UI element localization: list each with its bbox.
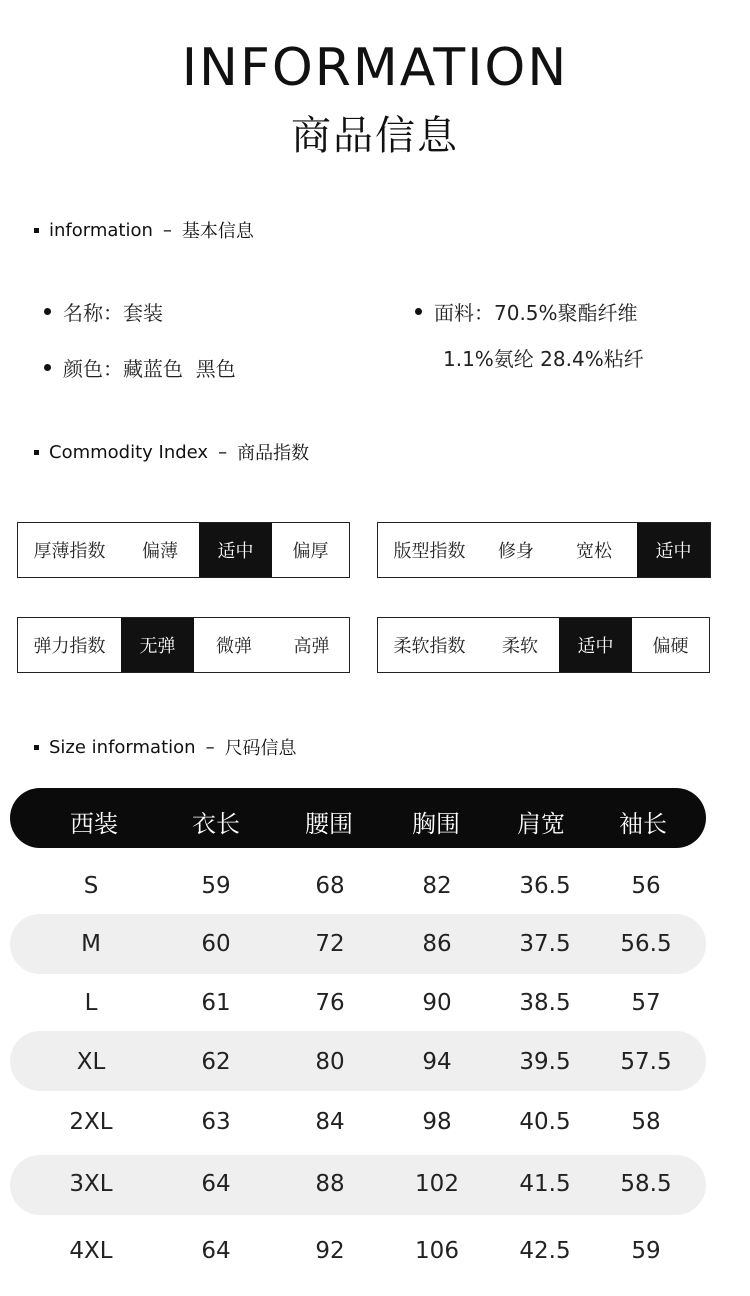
commodity-heading-cn: 商品指数 (237, 443, 310, 464)
column-header: 袖长 (619, 810, 667, 838)
table-cell: 63 (201, 1109, 231, 1135)
table-cell: 64 (201, 1171, 231, 1197)
size-label: M (81, 931, 101, 957)
table-cell: 59 (631, 1238, 661, 1264)
index-option: 适中 (199, 523, 272, 577)
size-table-header (10, 788, 706, 848)
column-header: 胸围 (412, 810, 460, 838)
size-info-heading (34, 734, 297, 760)
table-cell: 57 (631, 990, 661, 1016)
table-cell: 92 (315, 1238, 345, 1264)
column-header: 肩宽 (517, 810, 565, 838)
table-cell: 57.5 (620, 1049, 672, 1075)
table-cell: 68 (315, 873, 345, 899)
table-cell: 36.5 (519, 873, 571, 899)
size-heading-en: Size information (49, 736, 196, 758)
index-option: 偏厚 (292, 541, 329, 562)
index-label: 柔软指数 (393, 636, 466, 657)
table-cell: 106 (415, 1238, 459, 1264)
page-title-en: INFORMATION (181, 38, 569, 98)
index-thickness (17, 522, 350, 578)
table-cell: 88 (315, 1171, 345, 1197)
table-cell: 62 (201, 1049, 231, 1075)
heading-dash: – (162, 219, 172, 241)
index-option: 修身 (498, 541, 534, 562)
square-bullet-icon (34, 450, 39, 455)
basic-info-heading-en: information (49, 219, 153, 241)
index-label: 版型指数 (393, 541, 466, 562)
table-cell: 37.5 (519, 931, 571, 957)
index-elasticity (17, 617, 350, 673)
size-label: XL (76, 1049, 106, 1075)
dot-bullet-icon (415, 308, 422, 315)
fabric-row-2 (443, 343, 644, 372)
index-label: 厚薄指数 (33, 541, 106, 562)
table-cell: 80 (315, 1049, 345, 1075)
index-option: 无弹 (121, 618, 194, 672)
index-option: 柔软 (502, 636, 538, 657)
table-cell: 58.5 (620, 1171, 672, 1197)
size-label: 2XL (69, 1109, 113, 1135)
table-cell: 98 (422, 1109, 452, 1135)
color-row (44, 353, 236, 382)
index-option: 偏薄 (142, 541, 178, 562)
dot-bullet-icon (44, 308, 51, 315)
column-header: 衣长 (192, 810, 240, 838)
dot-bullet-icon (44, 364, 51, 371)
table-cell: 38.5 (519, 990, 571, 1016)
fabric-text-line1: 面料：70.5%聚酯纤维 (434, 301, 638, 325)
commodity-heading-en: Commodity Index (49, 441, 209, 463)
square-bullet-icon (34, 745, 39, 750)
fabric-text-line2: 1.1%氨纶 28.4%粘纤 (443, 347, 644, 371)
table-cell: 86 (422, 931, 452, 957)
table-cell: 40.5 (519, 1109, 571, 1135)
index-softness (377, 617, 710, 673)
index-option: 高弹 (293, 636, 330, 657)
commodity-index-heading (34, 439, 309, 465)
table-cell: 58 (631, 1109, 661, 1135)
page-title-cn: 商品信息 (291, 113, 459, 159)
table-cell: 42.5 (519, 1238, 571, 1264)
table-cell: 56.5 (620, 931, 672, 957)
color-text: 颜色：藏蓝色 黑色 (63, 357, 236, 381)
table-cell: 72 (315, 931, 345, 957)
size-label: S (83, 873, 99, 899)
index-option: 微弹 (216, 636, 252, 657)
column-header: 西装 (70, 810, 118, 838)
size-label: L (84, 990, 98, 1016)
size-heading-cn: 尺码信息 (224, 738, 297, 759)
column-header: 腰围 (305, 810, 353, 838)
name-text: 名称：套装 (63, 301, 163, 325)
index-option: 宽松 (576, 541, 612, 562)
table-cell: 82 (422, 873, 452, 899)
size-label: 3XL (69, 1171, 113, 1197)
table-cell: 102 (415, 1171, 459, 1197)
table-cell: 41.5 (519, 1171, 571, 1197)
index-option: 适中 (559, 618, 632, 672)
table-cell: 56 (631, 873, 661, 899)
size-label: 4XL (69, 1238, 113, 1264)
table-cell: 64 (201, 1238, 231, 1264)
square-bullet-icon (34, 228, 39, 233)
table-cell: 76 (315, 990, 345, 1016)
table-cell: 90 (422, 990, 452, 1016)
table-cell: 39.5 (519, 1049, 571, 1075)
basic-info-heading (34, 217, 254, 243)
index-option: 适中 (637, 523, 710, 577)
index-label: 弹力指数 (33, 636, 106, 657)
basic-info-heading-cn: 基本信息 (181, 221, 254, 242)
table-cell: 94 (422, 1049, 452, 1075)
table-cell: 84 (315, 1109, 345, 1135)
table-cell: 61 (201, 990, 231, 1016)
index-option: 偏硬 (652, 636, 689, 657)
heading-dash: – (205, 736, 215, 758)
fabric-row (415, 297, 638, 326)
index-fit (377, 522, 711, 578)
table-cell: 60 (201, 931, 231, 957)
table-cell: 59 (201, 873, 231, 899)
name-row (44, 297, 163, 326)
heading-dash: – (218, 441, 228, 463)
